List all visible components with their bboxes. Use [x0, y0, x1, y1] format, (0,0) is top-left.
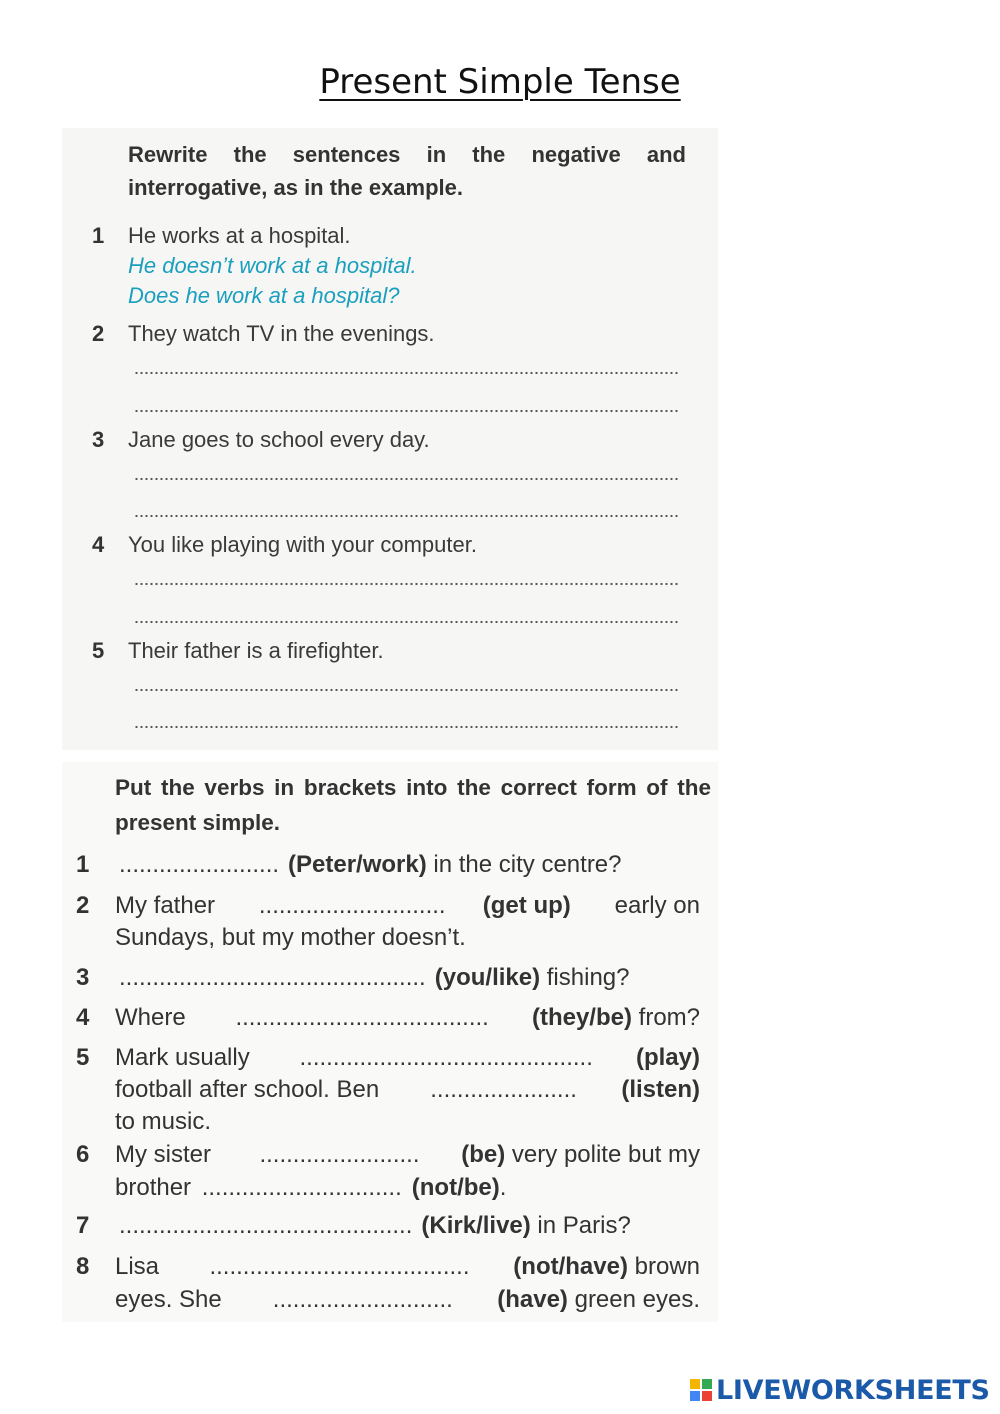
- answer-blank-negative[interactable]: [134, 477, 678, 481]
- item-line: [115, 1042, 700, 1074]
- item-number: 1: [76, 851, 90, 878]
- sentence-text: fishing?: [540, 964, 630, 991]
- answer-blank[interactable]: ............................................: [299, 1044, 593, 1071]
- page-title: Present Simple Tense: [319, 62, 681, 102]
- item-line: [115, 849, 622, 881]
- verb-hint: (listen): [621, 1076, 700, 1103]
- sentence-text: football after school. Ben: [115, 1076, 386, 1103]
- item-sentence: Jane goes to school every day.: [128, 427, 430, 452]
- item-line: [115, 1284, 700, 1316]
- item-line: [115, 1172, 506, 1204]
- item-number: 3: [92, 427, 105, 452]
- verb-hint: (have): [497, 1286, 568, 1313]
- sentence-text: eyes. She: [115, 1286, 229, 1313]
- item-number: 1: [92, 223, 105, 248]
- verb-hint: (not/have): [513, 1253, 628, 1280]
- answer-blank-negative[interactable]: [134, 688, 678, 692]
- answer-blank-interrogative[interactable]: [134, 514, 678, 518]
- answer-blank-negative[interactable]: [134, 582, 678, 586]
- answer-blank-interrogative[interactable]: [134, 620, 678, 624]
- item-line: [115, 1139, 700, 1171]
- answer-blank[interactable]: ............................: [258, 892, 446, 919]
- verb-hint: (not/be): [411, 1174, 500, 1201]
- logo-icon: [690, 1379, 712, 1401]
- logo-text: LIVEWORKSHEETS: [716, 1374, 990, 1406]
- example-negative-answer: He doesn’t work at a hospital.: [128, 253, 417, 278]
- verb-hint: (Peter/work): [288, 851, 427, 878]
- logo-block: [702, 1391, 712, 1401]
- item-sentence: You like playing with your computer.: [128, 532, 477, 557]
- answer-blank[interactable]: ...........................: [272, 1286, 453, 1313]
- verb-hint: (you/like): [434, 964, 541, 991]
- answer-blank[interactable]: ......................: [430, 1076, 577, 1103]
- item-line: [115, 1251, 700, 1283]
- item-line: [115, 1210, 631, 1242]
- item-number: 2: [76, 892, 90, 919]
- sentence-text: in Paris?: [530, 1212, 631, 1239]
- item-line: [115, 1074, 700, 1106]
- item-number: 7: [76, 1212, 90, 1239]
- exercise-rewrite: [62, 128, 718, 750]
- item-number: 4: [76, 1004, 90, 1031]
- answer-blank[interactable]: ............................................: [119, 1212, 413, 1239]
- sentence-text: from?: [631, 1004, 700, 1031]
- example-interrogative-answer: Does he work at a hospital?: [128, 283, 400, 308]
- answer-blank-negative[interactable]: [134, 371, 678, 375]
- item-line: [115, 962, 629, 994]
- item-number: 2: [92, 321, 105, 346]
- item-number: 4: [92, 532, 105, 557]
- sentence-text: very polite but my: [505, 1141, 701, 1168]
- item-sentence: Their father is a firefighter.: [128, 638, 384, 663]
- answer-blank[interactable]: ......................................: [235, 1004, 489, 1031]
- verb-hint: (play): [635, 1044, 700, 1071]
- verb-hint: (they/be): [531, 1004, 632, 1031]
- exercise-1-instruction: Rewrite the sentences in the negative and interrogative, as in the example.: [128, 142, 686, 200]
- verb-hint: (Kirk/live): [421, 1212, 531, 1239]
- verb-hint: (get up): [482, 892, 571, 919]
- logo-block: [690, 1391, 700, 1401]
- item-number: 8: [76, 1253, 90, 1280]
- sentence-text: brother: [115, 1174, 198, 1201]
- item-line: [115, 1002, 700, 1034]
- sentence-text: Sundays, but my mother doesn’t.: [115, 924, 466, 951]
- sentence-text: Mark usually: [115, 1044, 257, 1071]
- item-number: 6: [76, 1141, 90, 1168]
- answer-blank[interactable]: ..............................................: [119, 964, 426, 991]
- answer-blank-interrogative[interactable]: [134, 409, 678, 413]
- sentence-text: to music.: [115, 1108, 212, 1135]
- answer-blank[interactable]: ........................: [259, 1141, 420, 1168]
- exercise-verbs: [62, 762, 718, 1322]
- sentence-text: My sister: [115, 1141, 218, 1168]
- answer-blank[interactable]: ..............................: [201, 1174, 402, 1201]
- answer-blank[interactable]: .......................................: [209, 1253, 470, 1280]
- item-sentence: He works at a hospital.: [128, 223, 351, 248]
- sentence-text: .: [499, 1174, 507, 1201]
- sentence-text: Where: [115, 1004, 193, 1031]
- liveworksheets-logo[interactable]: [690, 1372, 990, 1408]
- answer-blank[interactable]: ........................: [119, 851, 280, 878]
- answer-blank-interrogative[interactable]: [134, 725, 678, 729]
- sentence-text: early on: [607, 892, 701, 919]
- exercise-2-instruction: Put the verbs in brackets into the correct form of the present simple.: [115, 775, 711, 835]
- sentence-text: My father: [115, 892, 222, 919]
- logo-block: [690, 1379, 700, 1389]
- logo-block: [702, 1379, 712, 1389]
- item-line: [115, 890, 700, 922]
- sentence-text: in the city centre?: [426, 851, 622, 878]
- sentence-text: Lisa: [115, 1253, 166, 1280]
- sentence-text: brown: [627, 1253, 701, 1280]
- sentence-text: green eyes.: [567, 1286, 701, 1313]
- item-number: 5: [76, 1044, 90, 1071]
- item-number: 3: [76, 964, 90, 991]
- item-number: 5: [92, 638, 105, 663]
- verb-hint: (be): [461, 1141, 506, 1168]
- item-sentence: They watch TV in the evenings.: [128, 321, 435, 346]
